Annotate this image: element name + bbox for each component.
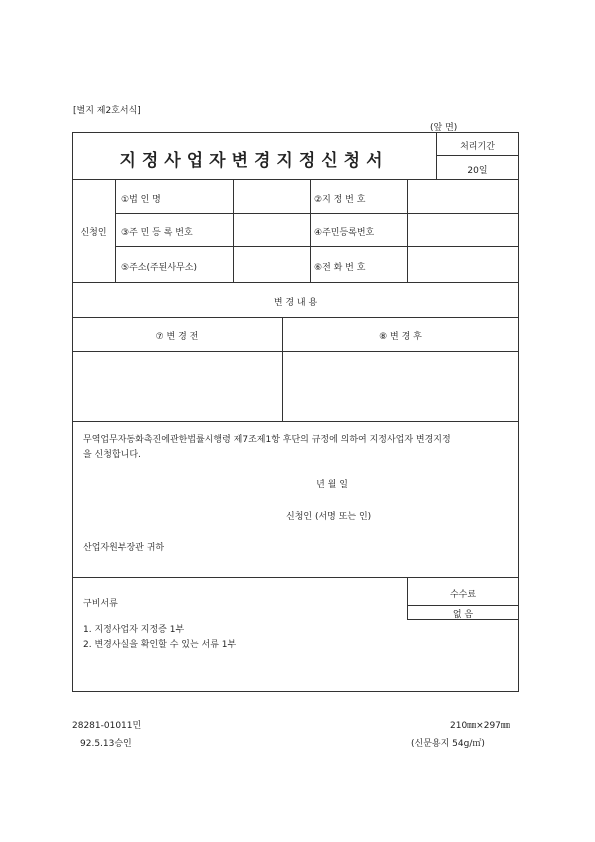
form-title: 지정사업자변경지정신청서 [119,151,389,171]
addressee: 산업자원부장관 귀하 [83,543,165,553]
paper-size: 210㎜×297㎜ [450,721,510,731]
form-code: 28281-01011민 [72,721,142,731]
designation-number-field[interactable] [408,180,518,212]
phone-field[interactable] [408,247,518,281]
processing-period-value: 20일 [467,166,488,176]
row-line [72,421,519,422]
applicant-label: 신청인 [80,228,107,238]
applicant-divider [115,179,116,282]
page-side-label: (앞 면) [430,123,458,133]
change-before-field[interactable] [73,352,281,420]
resident-number-field[interactable] [234,214,309,245]
change-content-heading: 변 경 내 용 [273,298,318,308]
resident-number-label: ③주 민 등 록 번호 [121,228,193,238]
processing-divider [436,155,519,156]
signer-line: 신청인 (서명 또는 인) [286,512,372,522]
resident-number-2-field[interactable] [408,214,518,245]
required-document-2: 2. 변경사실을 확인할 수 있는 서류 1부 [83,640,237,650]
processing-period-label: 처리기간 [460,142,495,152]
paper-type: (신문용지 54g/㎡) [411,739,485,749]
change-after-field[interactable] [283,352,518,420]
statement-line-1: 무역업무자동화촉진에관한법률시행령 제7조제1항 후단의 규정에 의하여 지정사업자 변경지정 [83,435,451,445]
corp-name-field[interactable] [234,180,309,212]
fee-value: 없 음 [452,610,474,620]
statement-line-2: 을 신청합니다. [83,450,141,460]
change-before-label: ⑦ 변 경 전 [155,332,199,342]
fee-label: 수수료 [449,590,477,600]
col-line [310,179,311,282]
approval-date: 92.5.13승인 [80,739,132,749]
designation-number-label: ②지 정 번 호 [314,195,366,205]
resident-number-2-label: ④주민등록번호 [314,228,375,238]
phone-label: ⑥전 화 번 호 [314,263,366,273]
required-document-1: 1. 지정사업자 지정증 1부 [83,625,185,635]
required-documents-label: 구비서류 [83,599,118,609]
change-after-label: ⑧ 변 경 후 [379,332,422,342]
corp-name-label: ①법 인 명 [121,195,161,205]
row-line [72,282,519,283]
fee-line [407,605,519,606]
form-number: [별지 제2호서식] [73,106,141,116]
address-label: ⑤주소(주된사무소) [121,263,197,273]
date-line: 년 월 일 [316,480,348,490]
row-line [72,577,519,578]
address-field[interactable] [234,247,309,281]
row-line [72,317,519,318]
